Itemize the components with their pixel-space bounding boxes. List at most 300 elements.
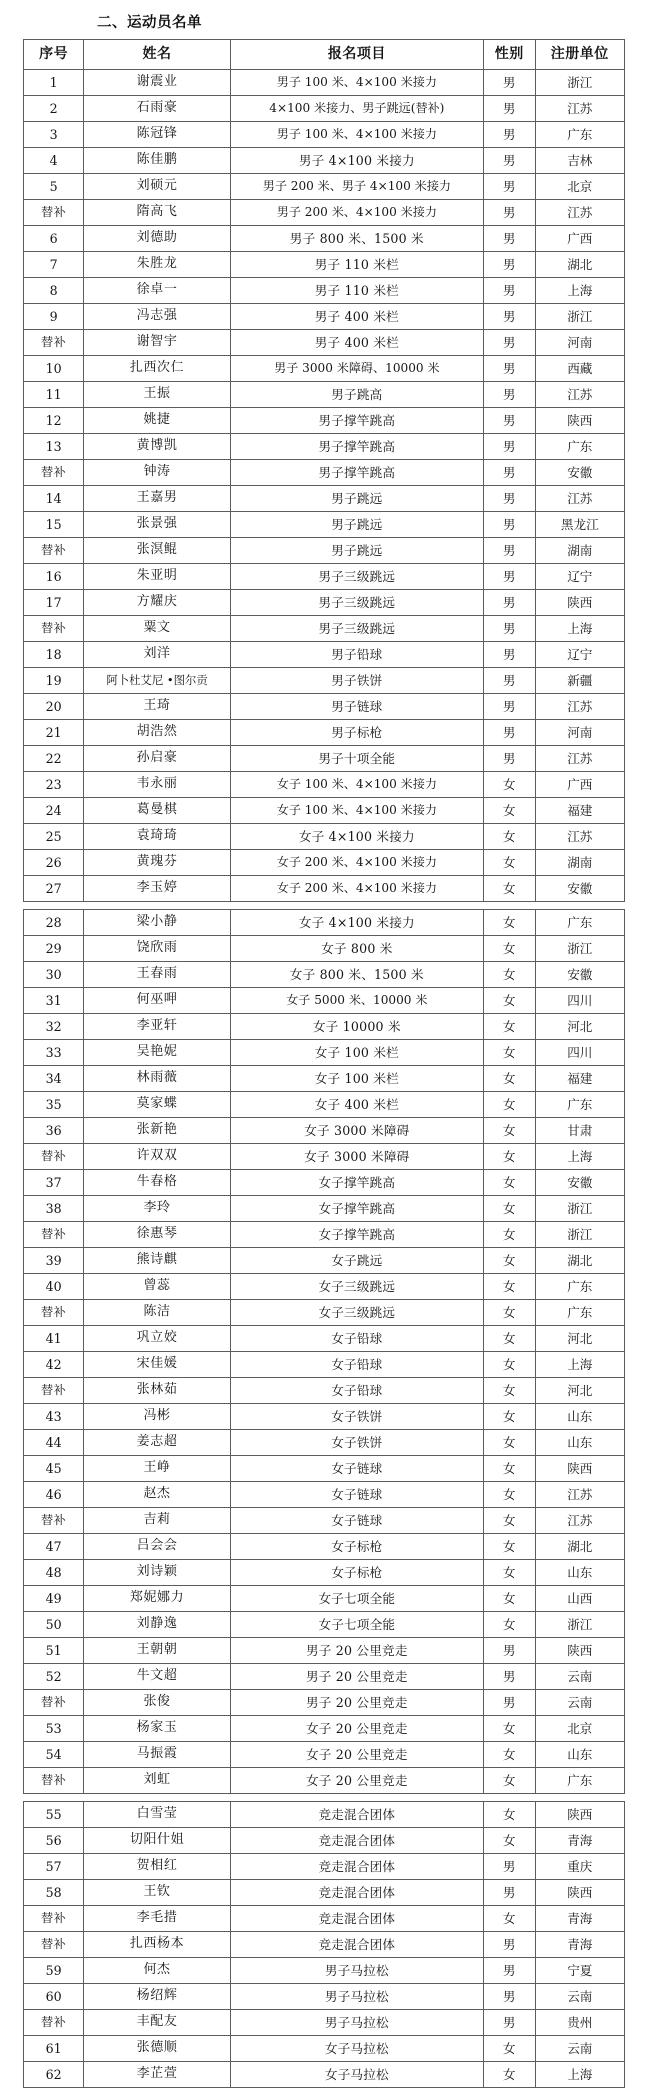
cell-seq: 替补	[24, 2010, 84, 2036]
cell-sex: 男	[483, 226, 535, 252]
cell-sex: 男	[483, 1984, 535, 2010]
cell-sex: 女	[483, 1508, 535, 1534]
cell-seq: 23	[24, 772, 84, 798]
table-row	[24, 798, 625, 824]
cell-unit: 江苏	[535, 824, 624, 850]
cell-unit: 河南	[535, 720, 624, 746]
cell-name: 赵杰	[84, 1482, 230, 1508]
cell-sex: 女	[483, 2062, 535, 2088]
cell-unit: 陕西	[535, 590, 624, 616]
cell-seq: 60	[24, 1984, 84, 2010]
cell-unit: 上海	[535, 278, 624, 304]
cell-seq: 10	[24, 356, 84, 382]
cell-event: 男子 20 公里竞走	[230, 1690, 483, 1716]
cell-seq: 9	[24, 304, 84, 330]
cell-event: 女子跳远	[230, 1248, 483, 1274]
cell-sex: 女	[483, 1560, 535, 1586]
cell-sex: 女	[483, 1326, 535, 1352]
cell-name: 刘德助	[84, 226, 230, 252]
cell-event: 女子 200 米、4×100 米接力	[230, 876, 483, 902]
cell-event: 竞走混合团体	[230, 1854, 483, 1880]
table-row	[24, 720, 625, 746]
cell-sex: 女	[483, 850, 535, 876]
table-row	[24, 1092, 625, 1118]
cell-sex: 男	[483, 720, 535, 746]
table-row	[24, 936, 625, 962]
cell-seq: 55	[24, 1802, 84, 1828]
table-row	[24, 278, 625, 304]
cell-unit: 广东	[535, 1768, 624, 1794]
cell-sex: 男	[483, 1638, 535, 1664]
table-row	[24, 486, 625, 512]
cell-sex: 女	[483, 962, 535, 988]
table-row	[24, 1638, 625, 1664]
column-header-sex: 性别	[483, 40, 535, 70]
cell-event: 女子马拉松	[230, 2062, 483, 2088]
table-row	[24, 1404, 625, 1430]
cell-seq: 18	[24, 642, 84, 668]
cell-name: 刘虹	[84, 1768, 230, 1794]
cell-seq: 42	[24, 1352, 84, 1378]
cell-unit: 广西	[535, 226, 624, 252]
cell-unit: 广东	[535, 1300, 624, 1326]
cell-event: 女子 800 米	[230, 936, 483, 962]
table-row	[24, 1248, 625, 1274]
cell-unit: 山西	[535, 1586, 624, 1612]
cell-unit: 湖北	[535, 1534, 624, 1560]
cell-sex: 女	[483, 876, 535, 902]
table-row	[24, 304, 625, 330]
cell-seq: 57	[24, 1854, 84, 1880]
cell-name: 扎西次仁	[84, 356, 230, 382]
cell-unit: 浙江	[535, 936, 624, 962]
cell-event: 女子 200 米、4×100 米接力	[230, 850, 483, 876]
cell-event: 男子 110 米栏	[230, 252, 483, 278]
cell-sex: 男	[483, 304, 535, 330]
cell-sex: 男	[483, 408, 535, 434]
cell-event: 男子十项全能	[230, 746, 483, 772]
table-row	[24, 1802, 625, 1828]
cell-name: 葛曼棋	[84, 798, 230, 824]
cell-event: 女子 10000 米	[230, 1014, 483, 1040]
cell-seq: 5	[24, 174, 84, 200]
cell-event: 男子跳远	[230, 486, 483, 512]
cell-sex: 女	[483, 1196, 535, 1222]
cell-name: 刘静逸	[84, 1612, 230, 1638]
roster-table	[23, 1801, 625, 2088]
cell-unit: 山东	[535, 1560, 624, 1586]
cell-name: 吕会会	[84, 1534, 230, 1560]
cell-name: 王琦	[84, 694, 230, 720]
cell-seq: 25	[24, 824, 84, 850]
cell-event: 女子七项全能	[230, 1586, 483, 1612]
table-row	[24, 1326, 625, 1352]
cell-event: 男子撑竿跳高	[230, 460, 483, 486]
cell-unit: 福建	[535, 798, 624, 824]
cell-name: 牛文超	[84, 1664, 230, 1690]
cell-name: 林雨薇	[84, 1066, 230, 1092]
table-row	[24, 564, 625, 590]
table-row	[24, 330, 625, 356]
cell-unit: 四川	[535, 988, 624, 1014]
cell-event: 女子三级跳远	[230, 1274, 483, 1300]
cell-name: 切阳什姐	[84, 1828, 230, 1854]
table-row	[24, 1534, 625, 1560]
cell-name: 徐惠琴	[84, 1222, 230, 1248]
cell-name: 饶欣雨	[84, 936, 230, 962]
cell-seq: 53	[24, 1716, 84, 1742]
cell-unit: 湖南	[535, 850, 624, 876]
cell-sex: 男	[483, 616, 535, 642]
table-row	[24, 70, 625, 96]
cell-unit: 陕西	[535, 1456, 624, 1482]
table-row	[24, 408, 625, 434]
cell-event: 男子 20 公里竞走	[230, 1638, 483, 1664]
cell-name: 姚捷	[84, 408, 230, 434]
cell-name: 袁琦琦	[84, 824, 230, 850]
cell-unit: 上海	[535, 1144, 624, 1170]
cell-name: 李芷萱	[84, 2062, 230, 2088]
table-row	[24, 1508, 625, 1534]
cell-seq: 14	[24, 486, 84, 512]
cell-seq: 2	[24, 96, 84, 122]
cell-name: 徐卓一	[84, 278, 230, 304]
cell-event: 女子 4×100 米接力	[230, 910, 483, 936]
table-row	[24, 1768, 625, 1794]
cell-seq: 替补	[24, 1690, 84, 1716]
cell-unit: 江苏	[535, 96, 624, 122]
cell-seq: 替补	[24, 1378, 84, 1404]
cell-name: 胡浩然	[84, 720, 230, 746]
cell-name: 王嘉男	[84, 486, 230, 512]
cell-unit: 江苏	[535, 486, 624, 512]
cell-event: 4×100 米接力、男子跳远(替补)	[230, 96, 483, 122]
cell-sex: 女	[483, 2036, 535, 2062]
cell-event: 男子铁饼	[230, 668, 483, 694]
cell-sex: 男	[483, 148, 535, 174]
cell-name: 姜志超	[84, 1430, 230, 1456]
cell-seq: 36	[24, 1118, 84, 1144]
cell-seq: 替补	[24, 460, 84, 486]
cell-sex: 男	[483, 278, 535, 304]
table-row	[24, 1040, 625, 1066]
cell-seq: 6	[24, 226, 84, 252]
cell-event: 竞走混合团体	[230, 1906, 483, 1932]
cell-sex: 女	[483, 1378, 535, 1404]
table-row	[24, 1742, 625, 1768]
cell-sex: 男	[483, 1664, 535, 1690]
cell-event: 男子撑竿跳高	[230, 434, 483, 460]
cell-name: 粟文	[84, 616, 230, 642]
cell-sex: 女	[483, 798, 535, 824]
cell-seq: 31	[24, 988, 84, 1014]
cell-seq: 11	[24, 382, 84, 408]
table-row	[24, 1906, 625, 1932]
cell-event: 男子 4×100 米接力	[230, 148, 483, 174]
cell-event: 男子 400 米栏	[230, 304, 483, 330]
table-header-row	[24, 40, 625, 70]
cell-seq: 61	[24, 2036, 84, 2062]
cell-name: 陈冠锋	[84, 122, 230, 148]
cell-sex: 女	[483, 1430, 535, 1456]
cell-sex: 男	[483, 1880, 535, 1906]
cell-seq: 56	[24, 1828, 84, 1854]
table-row	[24, 746, 625, 772]
cell-name: 石雨豪	[84, 96, 230, 122]
cell-seq: 62	[24, 2062, 84, 2088]
table-row	[24, 2062, 625, 2088]
table-row	[24, 876, 625, 902]
cell-seq: 40	[24, 1274, 84, 1300]
cell-sex: 男	[483, 590, 535, 616]
cell-unit: 广西	[535, 772, 624, 798]
cell-event: 男子 100 米、4×100 米接力	[230, 122, 483, 148]
cell-event: 女子七项全能	[230, 1612, 483, 1638]
cell-seq: 8	[24, 278, 84, 304]
cell-name: 张德顺	[84, 2036, 230, 2062]
table-row	[24, 1560, 625, 1586]
cell-unit: 山东	[535, 1430, 624, 1456]
cell-unit: 云南	[535, 1690, 624, 1716]
cell-name: 方耀庆	[84, 590, 230, 616]
cell-sex: 男	[483, 564, 535, 590]
cell-event: 女子 20 公里竞走	[230, 1716, 483, 1742]
cell-event: 男子三级跳远	[230, 564, 483, 590]
table-row	[24, 174, 625, 200]
cell-unit: 云南	[535, 2036, 624, 2062]
cell-name: 杨绍辉	[84, 1984, 230, 2010]
cell-name: 钟涛	[84, 460, 230, 486]
table-row	[24, 148, 625, 174]
cell-sex: 男	[483, 1854, 535, 1880]
table-row	[24, 1880, 625, 1906]
cell-event: 女子链球	[230, 1456, 483, 1482]
cell-unit: 湖北	[535, 1248, 624, 1274]
roster-table	[23, 39, 625, 902]
cell-name: 吴艳妮	[84, 1040, 230, 1066]
cell-event: 女子 100 米栏	[230, 1040, 483, 1066]
cell-unit: 重庆	[535, 1854, 624, 1880]
cell-seq: 17	[24, 590, 84, 616]
cell-sex: 女	[483, 936, 535, 962]
cell-sex: 男	[483, 356, 535, 382]
cell-sex: 男	[483, 96, 535, 122]
cell-seq: 4	[24, 148, 84, 174]
cell-event: 竞走混合团体	[230, 1880, 483, 1906]
cell-seq: 35	[24, 1092, 84, 1118]
cell-unit: 广东	[535, 1092, 624, 1118]
cell-name: 莫家蝶	[84, 1092, 230, 1118]
cell-sex: 女	[483, 1802, 535, 1828]
cell-seq: 33	[24, 1040, 84, 1066]
cell-name: 陈洁	[84, 1300, 230, 1326]
cell-unit: 广东	[535, 910, 624, 936]
cell-seq: 替补	[24, 616, 84, 642]
table-row	[24, 1854, 625, 1880]
cell-event: 女子 400 米栏	[230, 1092, 483, 1118]
cell-sex: 女	[483, 1586, 535, 1612]
column-header-name: 姓名	[84, 40, 230, 70]
cell-sex: 男	[483, 330, 535, 356]
cell-sex: 男	[483, 1932, 535, 1958]
cell-event: 男子跳远	[230, 538, 483, 564]
cell-unit: 青海	[535, 1906, 624, 1932]
cell-seq: 替补	[24, 1222, 84, 1248]
cell-unit: 陕西	[535, 1638, 624, 1664]
cell-seq: 3	[24, 122, 84, 148]
table-row	[24, 1196, 625, 1222]
cell-sex: 男	[483, 434, 535, 460]
cell-sex: 男	[483, 460, 535, 486]
cell-event: 女子 20 公里竞走	[230, 1742, 483, 1768]
table-row	[24, 122, 625, 148]
cell-name: 王峥	[84, 1456, 230, 1482]
table-row	[24, 1828, 625, 1854]
cell-event: 男子马拉松	[230, 1984, 483, 2010]
cell-sex: 男	[483, 382, 535, 408]
cell-unit: 安徽	[535, 460, 624, 486]
cell-sex: 女	[483, 1300, 535, 1326]
cell-seq: 46	[24, 1482, 84, 1508]
cell-seq: 59	[24, 1958, 84, 1984]
cell-seq: 37	[24, 1170, 84, 1196]
cell-unit: 广东	[535, 122, 624, 148]
cell-seq: 22	[24, 746, 84, 772]
cell-seq: 16	[24, 564, 84, 590]
cell-seq: 47	[24, 1534, 84, 1560]
cell-seq: 26	[24, 850, 84, 876]
cell-unit: 西藏	[535, 356, 624, 382]
table-row	[24, 824, 625, 850]
cell-unit: 宁夏	[535, 1958, 624, 1984]
cell-name: 阿卜杜艾尼 •图尔贡	[84, 668, 230, 694]
table-row	[24, 538, 625, 564]
table-row	[24, 772, 625, 798]
cell-unit: 四川	[535, 1040, 624, 1066]
cell-event: 女子 3000 米障碍	[230, 1118, 483, 1144]
cell-name: 黄瑰芬	[84, 850, 230, 876]
cell-name: 陈佳鹏	[84, 148, 230, 174]
cell-sex: 女	[483, 1222, 535, 1248]
cell-unit: 江苏	[535, 382, 624, 408]
cell-unit: 广东	[535, 434, 624, 460]
cell-seq: 27	[24, 876, 84, 902]
cell-sex: 男	[483, 2010, 535, 2036]
table-row	[24, 226, 625, 252]
cell-sex: 女	[483, 1404, 535, 1430]
cell-seq: 20	[24, 694, 84, 720]
cell-unit: 北京	[535, 174, 624, 200]
cell-event: 男子 3000 米障碍、10000 米	[230, 356, 483, 382]
cell-name: 李毛措	[84, 1906, 230, 1932]
cell-name: 李玉婷	[84, 876, 230, 902]
cell-sex: 男	[483, 1690, 535, 1716]
table-row	[24, 1958, 625, 1984]
cell-name: 丰配友	[84, 2010, 230, 2036]
table-row	[24, 1300, 625, 1326]
cell-event: 男子三级跳远	[230, 616, 483, 642]
cell-event: 女子 5000 米、10000 米	[230, 988, 483, 1014]
cell-sex: 男	[483, 642, 535, 668]
cell-event: 竞走混合团体	[230, 1828, 483, 1854]
cell-unit: 上海	[535, 616, 624, 642]
cell-event: 男子跳高	[230, 382, 483, 408]
cell-name: 王春雨	[84, 962, 230, 988]
cell-seq: 替补	[24, 1300, 84, 1326]
table-row	[24, 1014, 625, 1040]
cell-event: 男子马拉松	[230, 2010, 483, 2036]
cell-name: 李亚轩	[84, 1014, 230, 1040]
table-row	[24, 1482, 625, 1508]
table-row	[24, 1222, 625, 1248]
cell-event: 男子撑竿跳高	[230, 408, 483, 434]
cell-seq: 替补	[24, 1508, 84, 1534]
cell-event: 女子铁饼	[230, 1430, 483, 1456]
table-row	[24, 1274, 625, 1300]
cell-unit: 辽宁	[535, 642, 624, 668]
cell-unit: 江苏	[535, 1482, 624, 1508]
cell-name: 张景强	[84, 512, 230, 538]
cell-name: 张林茹	[84, 1378, 230, 1404]
cell-event: 女子铅球	[230, 1378, 483, 1404]
cell-unit: 河南	[535, 330, 624, 356]
cell-sex: 女	[483, 772, 535, 798]
cell-seq: 28	[24, 910, 84, 936]
cell-name: 郑妮娜力	[84, 1586, 230, 1612]
cell-seq: 44	[24, 1430, 84, 1456]
table-row	[24, 1716, 625, 1742]
cell-seq: 41	[24, 1326, 84, 1352]
cell-event: 男子 110 米栏	[230, 278, 483, 304]
cell-name: 隋高飞	[84, 200, 230, 226]
cell-unit: 青海	[535, 1828, 624, 1854]
cell-name: 张俊	[84, 1690, 230, 1716]
cell-seq: 13	[24, 434, 84, 460]
cell-sex: 女	[483, 988, 535, 1014]
cell-unit: 贵州	[535, 2010, 624, 2036]
cell-name: 白雪莹	[84, 1802, 230, 1828]
cell-event: 女子 100 米栏	[230, 1066, 483, 1092]
cell-sex: 女	[483, 1456, 535, 1482]
table-row	[24, 96, 625, 122]
cell-name: 谢震业	[84, 70, 230, 96]
cell-unit: 山东	[535, 1742, 624, 1768]
cell-name: 黄博凯	[84, 434, 230, 460]
cell-name: 刘洋	[84, 642, 230, 668]
cell-unit: 陕西	[535, 1802, 624, 1828]
table-row	[24, 1352, 625, 1378]
cell-seq: 32	[24, 1014, 84, 1040]
cell-unit: 浙江	[535, 304, 624, 330]
cell-seq: 52	[24, 1664, 84, 1690]
cell-name: 朱胜龙	[84, 252, 230, 278]
cell-unit: 福建	[535, 1066, 624, 1092]
table-row	[24, 988, 625, 1014]
cell-sex: 女	[483, 1906, 535, 1932]
cell-event: 男子 20 公里竞走	[230, 1664, 483, 1690]
cell-unit: 浙江	[535, 1612, 624, 1638]
cell-unit: 云南	[535, 1984, 624, 2010]
table-row	[24, 1664, 625, 1690]
cell-seq: 49	[24, 1586, 84, 1612]
table-row	[24, 1430, 625, 1456]
table-row	[24, 1612, 625, 1638]
cell-unit: 上海	[535, 2062, 624, 2088]
cell-name: 扎西杨本	[84, 1932, 230, 1958]
table-row	[24, 962, 625, 988]
table-row	[24, 668, 625, 694]
cell-event: 女子 3000 米障碍	[230, 1144, 483, 1170]
